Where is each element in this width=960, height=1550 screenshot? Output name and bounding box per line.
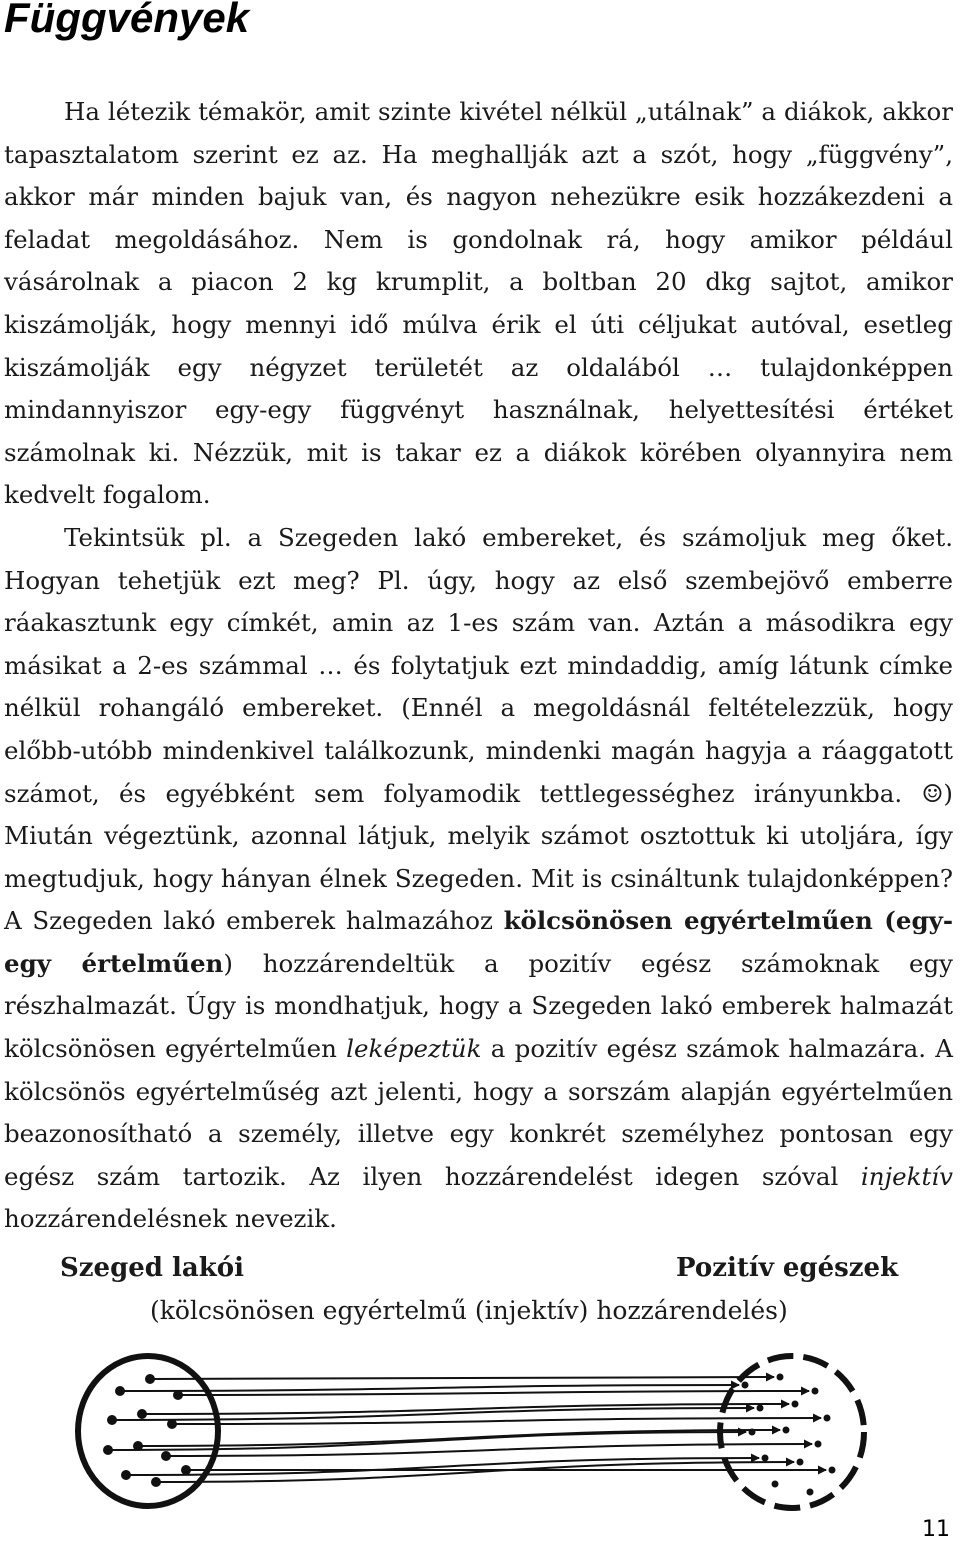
italic-term-injective: injektív: [860, 1161, 953, 1191]
mapping-arrow: [150, 1377, 774, 1379]
right-element-dot: [824, 1415, 831, 1422]
right-element-dot: [757, 1405, 764, 1412]
page-title: Függvények: [4, 0, 250, 41]
paragraph-intro-text: Ha létezik témakör, amit szinte kivétel nélkül „utálnak” a diákok, akkor tapasztalatom szerint ez az. Ha meghallják azt a szót, hogy „függvény”, akkor már minden bajuk van, és nagyon nehezükre esik hozzákezdeni a feladat megoldásához. Nem is gondolnak rá, hogy amikor például vásárolnak a piacon 2 kg krumplit, a boltban 20 dkg sajtot, amikor kiszámolják, hogy mennyi idő múlva érik el úti céljukat autóval, esetleg kiszámolják egy négyzet területét az oldalából … tulajdonképpen mindannyiszor egy-egy függvényt használnak, helyettesítési értéket számolnak ki. Nézzük, mit is takar ez a diákok körében olyannyira nem kedvelt fogalom.: [4, 97, 953, 510]
right-element-dot: [829, 1467, 836, 1474]
left-element-dot: [167, 1419, 177, 1429]
left-element-dot: [137, 1409, 147, 1419]
paragraph-example-text-1: Tekintsük pl. a Szegeden lakó embereket, és számoljuk meg őket. Hogyan tehetjük ezt meg? Pl. úgy, hogy az első szembejövő emberre ráakasztunk egy címkét, amin az 1-es szám van. Aztán a másodikra egy másikat a 2-es számmal … és folytatjuk ezt mindaddig, amíg látunk címke nélkül rohangáló embereket. (Ennél a megoldásnál feltételezzük, hogy előbb-utóbb mindenkivel találkozunk, mindenki magán hagyja a ráaggatott számot, és egyébként sem folyamodik tettlegességhez irányunkba. ☺) Miután végeztünk, azonnal látjuk, melyik számot osztottuk ki utoljára, így megtudjuk, hogy hányan élnek Szegeden. Mit is csináltunk tulajdonképpen? A Szegeden lakó emberek halmazához: [4, 522, 953, 936]
page-number: 11: [922, 1517, 950, 1542]
right-element-dot: [797, 1459, 804, 1466]
right-element-dot: [762, 1455, 769, 1462]
right-element-dot: [749, 1429, 756, 1436]
left-element-dot: [181, 1465, 191, 1475]
bold-term: kölcsönösen egyértelműen (egy-egy értelműen: [4, 906, 953, 978]
right-element-dot: [792, 1401, 799, 1408]
diagram-caption: (kölcsönösen egyértelmű (injektív) hozzárendelés): [150, 1296, 788, 1325]
mapping-arrow: [126, 1458, 759, 1475]
right-element-dot: [812, 1388, 819, 1395]
mapping-arrow: [178, 1391, 809, 1395]
mapping-arrow: [108, 1432, 746, 1450]
diagram-right-label: Pozitív egészek: [676, 1253, 899, 1283]
mapping-arrow: [120, 1385, 739, 1391]
right-element-dot: [783, 1427, 790, 1434]
left-element-dot: [133, 1441, 143, 1451]
paragraph-example-text-2: ) hozzárendeltük a pozitív egész számoknak egy részhalmazát. Úgy is mondhatjuk, hogy a Szegeden lakó emberek halmazát kölcsönösen egyértelműen: [4, 948, 953, 1064]
diagram-left-label: Szeged lakói: [60, 1253, 244, 1283]
right-element-dot: [742, 1382, 749, 1389]
left-element-dot: [161, 1451, 171, 1461]
italic-term-mapped: leképeztük: [346, 1034, 482, 1064]
left-element-dot: [121, 1470, 131, 1480]
left-element-dot: [173, 1390, 183, 1400]
right-element-dot: [777, 1374, 784, 1381]
paragraph-example-text-4: hozzárendelésnek nevezik.: [4, 1204, 337, 1234]
left-element-dot: [107, 1415, 117, 1425]
paragraph-example-text-3: a pozitív egész számok halmazára. A kölcsönös egyértelműség azt jelenti, hogy a sorszám alapján egyértelműen beazonosítható a személy, illetve egy konkrét személyhez pontosan egy egész szám tartozik. Az ilyen hozzárendelést idegen szóval: [4, 1034, 953, 1191]
left-element-dot: [103, 1445, 113, 1455]
left-element-dot: [145, 1374, 155, 1384]
right-element-dot: [772, 1481, 779, 1488]
right-element-dot: [807, 1489, 814, 1496]
left-element-dot: [115, 1386, 125, 1396]
right-element-dot: [815, 1441, 822, 1448]
left-element-dot: [151, 1477, 161, 1487]
